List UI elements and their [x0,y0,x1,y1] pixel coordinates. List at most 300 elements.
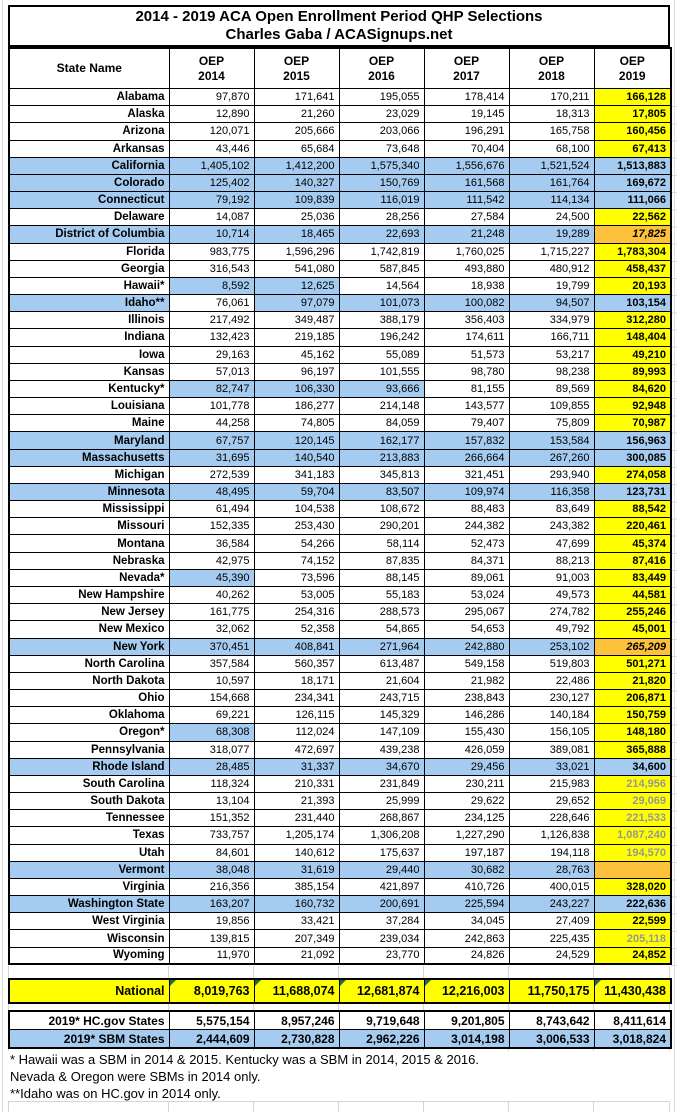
value-cell: 114,134 [509,192,594,209]
table-row [9,226,671,243]
value-cell: 48,495 [169,483,254,500]
header-line: OEP [283,53,310,68]
value-cell: 30,682 [424,861,509,878]
value-cell: 34,600 [594,758,671,775]
value-cell: 75,809 [509,415,594,432]
table-row [9,89,671,106]
value-cell: 22,693 [339,226,424,243]
value-cell: 480,912 [509,260,594,277]
national-row [9,979,671,1003]
value-cell: 161,568 [424,174,509,191]
state-name-cell: Iowa [9,346,169,363]
state-name-cell: Delaware [9,209,169,226]
value-cell: 357,584 [169,655,254,672]
value-cell: 166,128 [594,89,671,106]
state-name-cell: Pennsylvania [9,741,169,758]
value-cell: 207,349 [254,930,339,947]
total-value-cell: 2,730,828 [254,1030,339,1049]
value-cell: 243,382 [509,518,594,535]
value-cell: 153,584 [509,432,594,449]
value-cell: 268,867 [339,810,424,827]
value-cell: 162,177 [339,432,424,449]
value-cell: 215,983 [509,775,594,792]
value-cell: 613,487 [339,655,424,672]
value-cell: 10,714 [169,226,254,243]
gridline [2,0,3,1112]
value-cell: 23,770 [339,947,424,964]
state-name-cell: Georgia [9,260,169,277]
value-cell: 408,841 [254,638,339,655]
table-row [9,140,671,157]
value-cell: 112,024 [254,724,339,741]
value-cell: 67,413 [594,140,671,157]
state-name-cell: Wisconsin [9,930,169,947]
value-cell: 67,757 [169,432,254,449]
table-row [9,415,671,432]
value-cell: 33,421 [254,913,339,930]
footnote-line: **Idaho was on HC.gov in 2014 only. [10,1086,221,1101]
value-cell: 421,897 [339,878,424,895]
value-cell: 52,473 [424,535,509,552]
value-cell: 34,045 [424,913,509,930]
marketplace-split-table [8,1010,672,1049]
table-row [9,518,671,535]
value-cell: 266,664 [424,449,509,466]
table-row [9,947,671,964]
value-cell: 68,100 [509,140,594,157]
year-column-header [254,48,339,89]
value-cell: 109,974 [424,483,509,500]
table-row [9,123,671,140]
national-value-cell: 11,688,074 [254,979,339,1003]
value-cell: 231,440 [254,810,339,827]
value-cell: 140,327 [254,174,339,191]
value-cell: 267,260 [509,449,594,466]
value-cell: 290,201 [339,518,424,535]
state-name-cell: Arizona [9,123,169,140]
state-name-cell: Louisiana [9,398,169,415]
value-cell: 24,500 [509,209,594,226]
value-cell: 148,180 [594,724,671,741]
value-cell: 84,059 [339,415,424,432]
value-cell: 169,672 [594,174,671,191]
value-cell: 13,104 [169,793,254,810]
state-name-cell: Colorado [9,174,169,191]
value-cell: 1,596,296 [254,243,339,260]
state-name-cell: Maryland [9,432,169,449]
value-cell: 84,601 [169,844,254,861]
value-cell: 300,085 [594,449,671,466]
state-name-cell: Maine [9,415,169,432]
value-cell: 197,187 [424,844,509,861]
table-row [9,913,671,930]
value-cell: 150,759 [594,707,671,724]
value-cell: 101,778 [169,398,254,415]
state-name-cell: Tennessee [9,810,169,827]
header-line: 2018 [538,68,565,83]
value-cell: 341,183 [254,466,339,483]
value-cell: 14,087 [169,209,254,226]
national-label-cell: National [9,979,169,1003]
value-cell: 53,005 [254,586,339,603]
state-name-cell: Alabama [9,89,169,106]
value-cell: 1,405,102 [169,157,254,174]
value-cell: 1,087,240 [594,827,671,844]
value-cell: 196,291 [424,123,509,140]
value-cell: 19,799 [509,277,594,294]
value-cell: 253,430 [254,518,339,535]
value-cell: 31,337 [254,758,339,775]
value-cell: 38,048 [169,861,254,878]
table-row [9,604,671,621]
value-cell: 34,670 [339,758,424,775]
total-value-cell: 2,962,226 [339,1030,424,1049]
table-title: 2014 - 2019 ACA Open Enrollment Period QHP Selections [135,8,543,25]
value-cell: 57,013 [169,363,254,380]
value-cell: 205,666 [254,123,339,140]
value-cell: 32,062 [169,621,254,638]
value-cell: 385,154 [254,878,339,895]
value-cell: 161,764 [509,174,594,191]
state-name-cell: Alaska [9,106,169,123]
value-cell: 45,001 [594,621,671,638]
value-cell: 549,158 [424,655,509,672]
value-cell: 23,029 [339,106,424,123]
value-cell: 587,845 [339,260,424,277]
value-cell: 65,684 [254,140,339,157]
table-row [9,672,671,689]
value-cell: 222,636 [594,896,671,913]
value-cell: 94,507 [509,295,594,312]
table-subtitle: Charles Gaba / ACASignups.net [225,26,453,43]
table-row [9,861,671,878]
value-cell: 21,820 [594,672,671,689]
table-row [9,192,671,209]
table-row [9,106,671,123]
value-cell: 175,637 [339,844,424,861]
value-cell: 19,856 [169,913,254,930]
value-cell: 11,970 [169,947,254,964]
value-cell: 151,352 [169,810,254,827]
state-name-cell: New York [9,638,169,655]
cell-comment-flag-icon [255,980,261,986]
value-cell: 216,356 [169,878,254,895]
value-cell: 238,843 [424,690,509,707]
national-total-table [8,978,672,1004]
value-cell: 44,258 [169,415,254,432]
national-value-cell: 12,216,003 [424,979,509,1003]
table-row [9,312,671,329]
value-cell: 55,089 [339,346,424,363]
value-cell: 91,003 [509,569,594,586]
value-cell: 10,597 [169,672,254,689]
value-cell: 146,286 [424,707,509,724]
value-cell: 157,832 [424,432,509,449]
total-value-cell: 9,719,648 [339,1011,424,1030]
value-cell: 22,599 [594,913,671,930]
table-row [9,690,671,707]
national-value-cell: 8,019,763 [169,979,254,1003]
cell-comment-flag-icon [595,980,601,986]
state-name-cell: West Virginia [9,913,169,930]
value-cell: 225,594 [424,896,509,913]
state-name-cell: Michigan [9,466,169,483]
value-cell: 27,584 [424,209,509,226]
header-row [9,48,671,89]
state-name-cell: Rhode Island [9,758,169,775]
value-cell: 316,543 [169,260,254,277]
value-cell: 98,780 [424,363,509,380]
value-cell: 356,403 [424,312,509,329]
year-column-header [509,48,594,89]
value-cell: 1,575,340 [339,157,424,174]
value-cell: 33,021 [509,758,594,775]
value-cell: 29,652 [509,793,594,810]
value-cell: 210,331 [254,775,339,792]
value-cell: 29,622 [424,793,509,810]
value-cell: 61,494 [169,501,254,518]
value-cell: 194,118 [509,844,594,861]
state-name-cell: Nevada* [9,569,169,586]
value-cell: 253,102 [509,638,594,655]
value-cell: 196,242 [339,329,424,346]
value-cell: 155,430 [424,724,509,741]
state-name-cell: Oregon* [9,724,169,741]
value-cell: 19,289 [509,226,594,243]
cell-comment-flag-icon [425,980,431,986]
value-cell: 54,653 [424,621,509,638]
value-cell: 1,760,025 [424,243,509,260]
table-row [9,449,671,466]
value-cell: 17,805 [594,106,671,123]
value-cell: 76,061 [169,295,254,312]
value-cell: 101,073 [339,295,424,312]
value-cell: 12,625 [254,277,339,294]
state-name-cell: Indiana [9,329,169,346]
table-row [9,724,671,741]
state-name-cell: Missouri [9,518,169,535]
value-cell: 28,256 [339,209,424,226]
value-cell: 58,114 [339,535,424,552]
year-column-header [594,48,671,89]
value-cell: 108,672 [339,501,424,518]
state-name-cell: Florida [9,243,169,260]
value-cell: 45,162 [254,346,339,363]
total-value-cell: 2,444,609 [169,1030,254,1049]
footnote-line: Nevada & Oregon were SBMs in 2014 only. [10,1069,261,1084]
total-value-cell: 3,006,533 [509,1030,594,1049]
header-line: 2015 [283,68,310,83]
national-value-cell: 11,750,175 [509,979,594,1003]
value-cell: 147,109 [339,724,424,741]
value-cell: 73,596 [254,569,339,586]
state-name-cell: New Mexico [9,621,169,638]
table-row [9,621,671,638]
state-name-cell: North Carolina [9,655,169,672]
value-cell: 150,769 [339,174,424,191]
value-cell: 73,648 [339,140,424,157]
value-cell: 365,888 [594,741,671,758]
value-cell: 100,082 [424,295,509,312]
value-cell: 220,461 [594,518,671,535]
value-cell: 27,409 [509,913,594,930]
value-cell: 21,604 [339,672,424,689]
value-cell: 18,938 [424,277,509,294]
value-cell: 161,775 [169,604,254,621]
value-cell: 1,556,676 [424,157,509,174]
state-name-cell: South Dakota [9,793,169,810]
value-cell: 1,412,200 [254,157,339,174]
value-cell: 293,940 [509,466,594,483]
value-cell: 70,404 [424,140,509,157]
value-cell: 68,308 [169,724,254,741]
table-row [9,174,671,191]
value-cell: 74,805 [254,415,339,432]
state-name-cell: California [9,157,169,174]
value-cell: 239,034 [339,930,424,947]
value-cell: 22,562 [594,209,671,226]
value-cell: 21,092 [254,947,339,964]
value-cell: 83,507 [339,483,424,500]
table-row [9,586,671,603]
value-cell: 24,826 [424,947,509,964]
header-line: OEP [368,53,395,68]
value-cell: 186,277 [254,398,339,415]
state-name-header: State Name [9,48,169,89]
value-cell: 328,020 [594,878,671,895]
table-row [9,209,671,226]
header-line: 2019 [618,68,646,83]
state-name-cell: Virginia [9,878,169,895]
value-cell: 160,732 [254,896,339,913]
value-cell: 45,374 [594,535,671,552]
value-cell: 206,871 [594,690,671,707]
table-row [9,707,671,724]
value-cell: 1,521,524 [509,157,594,174]
value-cell: 501,271 [594,655,671,672]
value-cell: 52,358 [254,621,339,638]
state-name-cell: South Carolina [9,775,169,792]
value-cell: 156,963 [594,432,671,449]
table-row [9,535,671,552]
total-value-cell: 8,743,642 [509,1011,594,1030]
value-cell: 156,105 [509,724,594,741]
value-cell: 160,456 [594,123,671,140]
cell-comment-flag-icon [340,980,346,986]
value-cell: 43,446 [169,140,254,157]
value-cell: 983,775 [169,243,254,260]
value-cell: 194,570 [594,844,671,861]
value-cell: 170,211 [509,89,594,106]
state-name-cell: District of Columbia [9,226,169,243]
value-cell: 439,238 [339,741,424,758]
state-name-cell: Nebraska [9,552,169,569]
value-cell: 165,758 [509,123,594,140]
state-name-cell: New Hampshire [9,586,169,603]
value-cell: 243,715 [339,690,424,707]
value-cell: 18,313 [509,106,594,123]
table-row [9,638,671,655]
value-cell: 81,155 [424,380,509,397]
total-value-cell: 8,957,246 [254,1011,339,1030]
table-row [9,793,671,810]
value-cell: 109,855 [509,398,594,415]
value-cell: 18,171 [254,672,339,689]
hcgov-total-row [9,1011,671,1030]
value-cell: 389,081 [509,741,594,758]
year-column-header [424,48,509,89]
value-cell: 200,691 [339,896,424,913]
value-cell: 140,184 [509,707,594,724]
total-label-cell: 2019* HC.gov States [9,1011,169,1030]
value-cell: 49,792 [509,621,594,638]
total-value-cell: 3,018,824 [594,1030,671,1049]
table-row [9,363,671,380]
state-name-cell: North Dakota [9,672,169,689]
value-cell: 242,863 [424,930,509,947]
value-cell: 345,813 [339,466,424,483]
value-cell: 29,163 [169,346,254,363]
value-cell: 1,513,883 [594,157,671,174]
value-cell: 228,646 [509,810,594,827]
value-cell: 55,183 [339,586,424,603]
value-cell: 123,731 [594,483,671,500]
value-cell: 231,849 [339,775,424,792]
value-cell: 214,956 [594,775,671,792]
state-name-cell: Idaho** [9,295,169,312]
value-cell: 19,145 [424,106,509,123]
state-name-cell: Ohio [9,690,169,707]
value-cell: 42,975 [169,552,254,569]
value-cell: 560,357 [254,655,339,672]
value-cell: 120,145 [254,432,339,449]
value-cell: 8,592 [169,277,254,294]
value-cell: 1,306,208 [339,827,424,844]
value-cell: 217,492 [169,312,254,329]
value-cell: 334,979 [509,312,594,329]
value-cell: 69,221 [169,707,254,724]
value-cell: 88,213 [509,552,594,569]
value-cell: 288,573 [339,604,424,621]
value-cell: 70,987 [594,415,671,432]
value-cell: 213,883 [339,449,424,466]
value-cell: 312,280 [594,312,671,329]
value-cell: 14,564 [339,277,424,294]
value-cell: 79,407 [424,415,509,432]
value-cell: 106,330 [254,380,339,397]
table-row [9,741,671,758]
value-cell: 97,079 [254,295,339,312]
value-cell: 103,154 [594,295,671,312]
value-cell: 17,825 [594,226,671,243]
header-line: OEP [538,53,565,68]
value-cell: 31,695 [169,449,254,466]
value-cell: 84,620 [594,380,671,397]
value-cell: 148,404 [594,329,671,346]
value-cell: 44,581 [594,586,671,603]
total-value-cell: 9,201,805 [424,1011,509,1030]
value-cell: 244,382 [424,518,509,535]
value-cell: 28,485 [169,758,254,775]
value-cell: 140,612 [254,844,339,861]
value-cell: 254,316 [254,604,339,621]
value-cell: 49,210 [594,346,671,363]
value-cell: 120,071 [169,123,254,140]
value-cell: 22,486 [509,672,594,689]
header-line: OEP [619,53,645,68]
value-cell: 1,126,838 [509,827,594,844]
value-cell: 88,145 [339,569,424,586]
